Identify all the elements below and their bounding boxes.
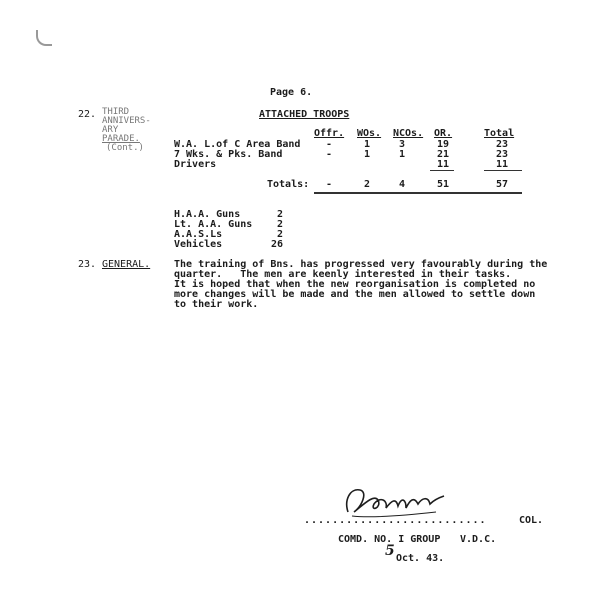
- total-ncos: 4: [399, 179, 406, 190]
- signature-day-mark: 5: [385, 543, 395, 559]
- cell-or: 19: [437, 139, 450, 150]
- equipment-label: Lt. A.A. Guns: [174, 219, 253, 230]
- section-22-number: 22.: [78, 109, 97, 120]
- equipment-label: Vehicles: [174, 239, 223, 250]
- total-offr: -: [326, 179, 333, 190]
- corner-mark: [36, 30, 52, 46]
- paragraph-line: quarter. The men are keenly interested in their tasks.: [174, 269, 512, 280]
- row-label: 7 Wks. & Pks. Band: [174, 149, 283, 160]
- heading-line: ANNIVERS-: [102, 116, 151, 126]
- col-header-or: OR.: [434, 128, 453, 139]
- row-label: Drivers: [174, 159, 217, 170]
- totals-label: Totals:: [267, 179, 310, 190]
- cell-wos: 1: [364, 139, 371, 150]
- page-number: Page 6.: [270, 87, 313, 98]
- cell-total: 23: [496, 149, 509, 160]
- heading-line: PARADE.: [102, 134, 140, 144]
- col-header-offr: Offr.: [314, 128, 345, 139]
- cell-offr: -: [326, 139, 333, 150]
- equipment-value: 26: [271, 239, 284, 250]
- subtotal-rule: [430, 170, 454, 171]
- paragraph-line: to their work.: [174, 299, 259, 310]
- signature-date: Oct. 43.: [396, 553, 445, 564]
- signature-rank: COL.: [519, 515, 544, 526]
- signature-dotted-line: ..........................: [304, 515, 487, 526]
- heading-line: (Cont.): [106, 143, 144, 153]
- total-total: 57: [496, 179, 509, 190]
- total-or: 51: [437, 179, 450, 190]
- col-header-total: Total: [484, 128, 515, 139]
- signature-group: COMD. NO. I GROUP: [338, 534, 441, 545]
- cell-ncos: 3: [399, 139, 406, 150]
- equipment-value: 2: [277, 219, 284, 230]
- cell-total: 23: [496, 139, 509, 150]
- cell-or: 21: [437, 149, 450, 160]
- equipment-label: A.A.S.Ls: [174, 229, 223, 240]
- section-23-number: 23.: [78, 259, 97, 270]
- paragraph-line: It is hoped that when the new reorganisation is completed no: [174, 279, 536, 290]
- section-23-heading: GENERAL.: [102, 259, 151, 270]
- section-22-heading: [102, 108, 151, 153]
- signature-corps: V.D.C.: [460, 534, 497, 545]
- cell-wos: 1: [364, 149, 371, 160]
- subtotal-rule: [484, 170, 522, 171]
- totals-double-rule: [314, 192, 522, 195]
- col-header-ncos: NCOs.: [393, 128, 424, 139]
- cell-total: 11: [496, 159, 509, 170]
- row-label: W.A. L.of C Area Band: [174, 139, 301, 150]
- equipment-value: 2: [277, 229, 284, 240]
- col-header-wos: WOs.: [357, 128, 382, 139]
- paragraph-line: The training of Bns. has progressed very favourably during the: [174, 259, 548, 270]
- cell-or: 11: [437, 159, 450, 170]
- cell-ncos: 1: [399, 149, 406, 160]
- paragraph-line: more changes will be made and the men allowed to settle down: [174, 289, 536, 300]
- equipment-label: H.A.A. Guns: [174, 209, 241, 220]
- equipment-value: 2: [277, 209, 284, 220]
- heading-line: ARY: [102, 125, 119, 135]
- total-wos: 2: [364, 179, 371, 190]
- attached-troops-title: ATTACHED TROOPS: [259, 109, 350, 120]
- cell-offr: -: [326, 149, 333, 160]
- heading-line: THIRD: [102, 107, 130, 117]
